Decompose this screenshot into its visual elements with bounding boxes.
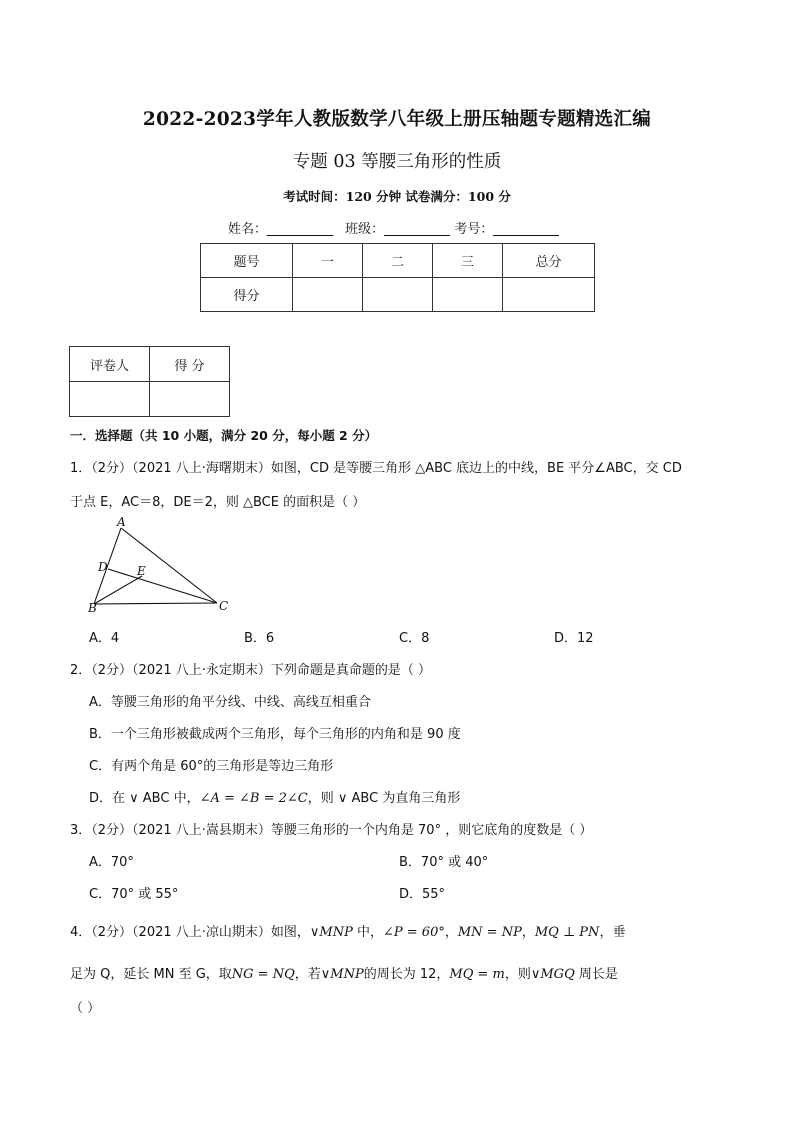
score-cell — [363, 278, 433, 312]
q4-math: MN = NP — [457, 925, 522, 940]
q3-option-b: B．70° 或 40° — [399, 855, 489, 870]
q2-stem: 2．（2分）（2021 八上·永定期末）下列命题是真命题的是（ ） — [70, 663, 432, 678]
exam-info: 考试时间：120 分钟 试卷满分：100 分 — [283, 189, 511, 204]
q4-math: ∨MGQ — [530, 967, 575, 982]
id-label: 考号： — [454, 222, 494, 237]
q3-option-d: D．55° — [399, 887, 446, 902]
document-subtitle: 专题 03 等腰三角形的性质 — [292, 152, 502, 172]
id-blank — [493, 221, 559, 236]
q1-option-d: D．12 — [554, 631, 594, 646]
q2-option-a: A．等腰三角形的角平分线、中线、高线互相重合 — [89, 695, 371, 710]
score-header-cell: 总分 — [503, 244, 595, 278]
score-header-cell: 题号 — [201, 244, 293, 278]
score-cell — [433, 278, 503, 312]
q4-text: ，则 — [504, 967, 531, 982]
score-table — [200, 243, 595, 312]
q1-option-b: B．6 — [244, 631, 275, 646]
q4-math: MQ ⊥ PN — [534, 925, 600, 940]
q3-option-c: C．70° 或 55° — [89, 887, 179, 902]
class-label: 班级： — [345, 222, 385, 237]
section-heading: 一．选择题（共 10 小题，满分 20 分，每小题 2 分） — [70, 428, 378, 443]
q4-text: 足为 Q，延长 MN 至 G，取 — [70, 967, 232, 982]
label-e: E — [137, 564, 146, 578]
grader-table — [69, 346, 230, 417]
q4-text: ，若 — [294, 967, 321, 982]
q4-text: 4．（2分）（2021 八上·凉山期末）如图， — [70, 925, 310, 940]
grader-score-cell — [150, 382, 230, 417]
q2-option-b: B．一个三角形被截成两个三角形，每个三角形的内角和是 90 度 — [89, 727, 461, 742]
q3-stem: 3．（2分）（2021 八上·嵩县期末）等腰三角形的一个内角是 70° ，则它底角的度数是（ ） — [70, 823, 593, 838]
label-d: D — [98, 560, 108, 574]
score-header-cell: 二 — [363, 244, 433, 278]
q2-option-d-suffix: ，则 ∨ ABC 为直角三角形 — [307, 791, 461, 806]
q1-line1: 1．（2分）（2021 八上·海曙期末）如图，CD 是等腰三角形 △ABC 底边上的中线，BE 平分∠ABC，交 CD — [70, 461, 682, 476]
score-header-cell: 三 — [433, 244, 503, 278]
q4-text: ， — [444, 925, 458, 940]
side-ac — [121, 528, 217, 603]
side-bc — [94, 603, 217, 604]
q4-text: 周长是 — [574, 967, 618, 982]
q4-text: 的周长为 12， — [363, 967, 450, 982]
q4-math: ∠P = 60° — [383, 925, 445, 940]
q4-text: ，垂 — [599, 925, 626, 940]
q4-math: ∨MNP — [309, 925, 353, 940]
q4-line1 — [70, 921, 625, 940]
score-label: 得 分 — [150, 347, 230, 382]
q2-option-d — [89, 787, 460, 806]
score-cell — [503, 278, 595, 312]
name-blank — [267, 221, 333, 236]
q2-option-d-math: ∠A = ∠B = 2∠C — [199, 791, 308, 806]
name-label: 姓名： — [228, 222, 268, 237]
q1-line2: 于点 E，AC＝8，DE＝2，则 △BCE 的面积是（ ） — [70, 495, 366, 510]
q1-option-a: A．4 — [89, 631, 120, 646]
score-row-label: 得分 — [201, 278, 293, 312]
q4-line2 — [70, 963, 618, 982]
class-blank — [384, 221, 450, 236]
q4-text: ， — [521, 925, 535, 940]
q2-option-d-prefix: D．在 ∨ ABC 中， — [89, 791, 200, 806]
score-header-cell: 一 — [293, 244, 363, 278]
document-title: 2022-2023学年人教版数学八年级上册压轴题专题精选汇编 — [142, 109, 652, 130]
grader-cell — [70, 382, 150, 417]
grader-label: 评卷人 — [70, 347, 150, 382]
q4-math: ∨MNP — [320, 967, 364, 982]
q4-math: NG = NQ — [231, 967, 295, 982]
score-cell — [293, 278, 363, 312]
q4-line3: （ ） — [70, 1001, 101, 1016]
q2-option-c: C．有两个角是 60°的三角形是等边三角形 — [89, 759, 334, 774]
segment-be — [94, 576, 142, 604]
q3-option-a: A．70° — [89, 855, 134, 870]
label-b: B — [88, 601, 97, 615]
q1-triangle-figure — [80, 512, 255, 622]
label-a: A — [117, 515, 126, 529]
student-info-fields — [228, 218, 559, 237]
q4-text: 中， — [352, 925, 383, 940]
q4-math: MQ = m — [449, 967, 505, 982]
label-c: C — [219, 599, 229, 613]
q1-option-c: C．8 — [399, 631, 430, 646]
